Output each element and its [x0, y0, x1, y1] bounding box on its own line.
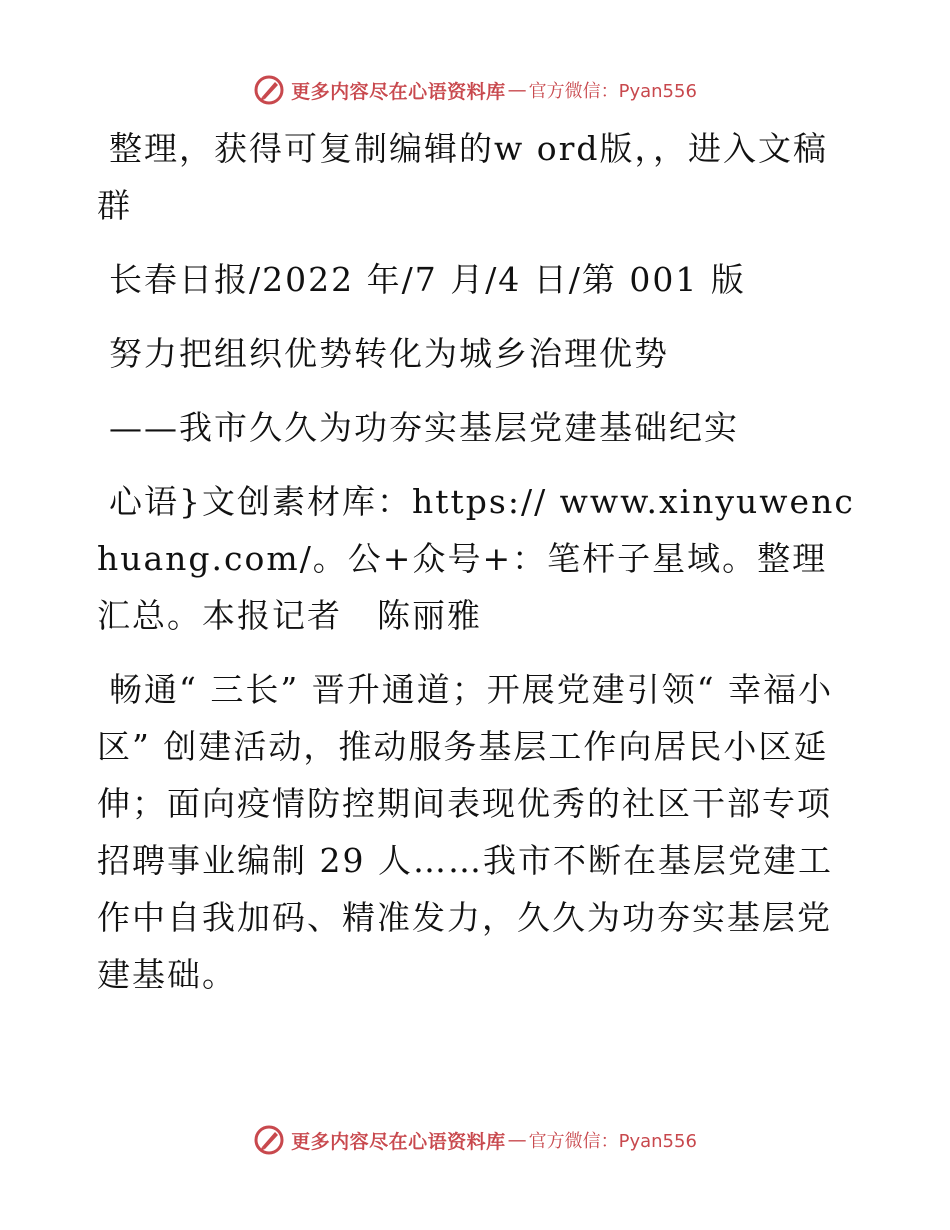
paragraph-lead: 畅通“ 三长” 晋升通道；开展党建引领“ 幸福小区” 创建活动，推动服务基层工作向居民小区延伸；面向疫情防控期间表现优秀的社区干部专项招聘事业编制 29 人……我市不断在基层党建工作中自我加码、精准发力，久久为功夯实基层党建基础。 — [97, 670, 834, 994]
article-subtitle: ——我市久久为功夯实基层党建基础纪实 — [109, 408, 739, 447]
watermark-separator: — — [507, 79, 527, 101]
footer-watermark — [0, 1120, 950, 1160]
watermark-wechat-text: 官方微信：Pyan556 — [528, 81, 697, 102]
watermark-wechat-text: 官方微信：Pyan556 — [528, 1131, 697, 1152]
watermark-site-text: 更多内容尽在心语资料库 — [291, 80, 506, 103]
header-watermark — [0, 70, 950, 110]
watermark-site-text: 更多内容尽在心语资料库 — [291, 1130, 506, 1153]
paragraph-source: 长春日报/2022 年/7 月/4 日/第 001 版 — [109, 260, 746, 299]
quill-pen-logo-icon — [253, 1124, 285, 1156]
document-body — [97, 120, 857, 1020]
watermark-separator: — — [507, 1129, 527, 1151]
paragraph-intro: 整理，获得可复制编辑的w ord版，，进入文稿群 — [97, 129, 829, 225]
article-title: 努力把组织优势转化为城乡治理优势 — [109, 334, 669, 373]
quill-pen-logo-icon — [253, 74, 285, 106]
paragraph-credit: 心语}文创素材库：https:// www.xinyuwenchuang.com/。公+众号+：笔杆子星域。整理汇总。本报记者 陈丽雅 — [97, 482, 855, 635]
